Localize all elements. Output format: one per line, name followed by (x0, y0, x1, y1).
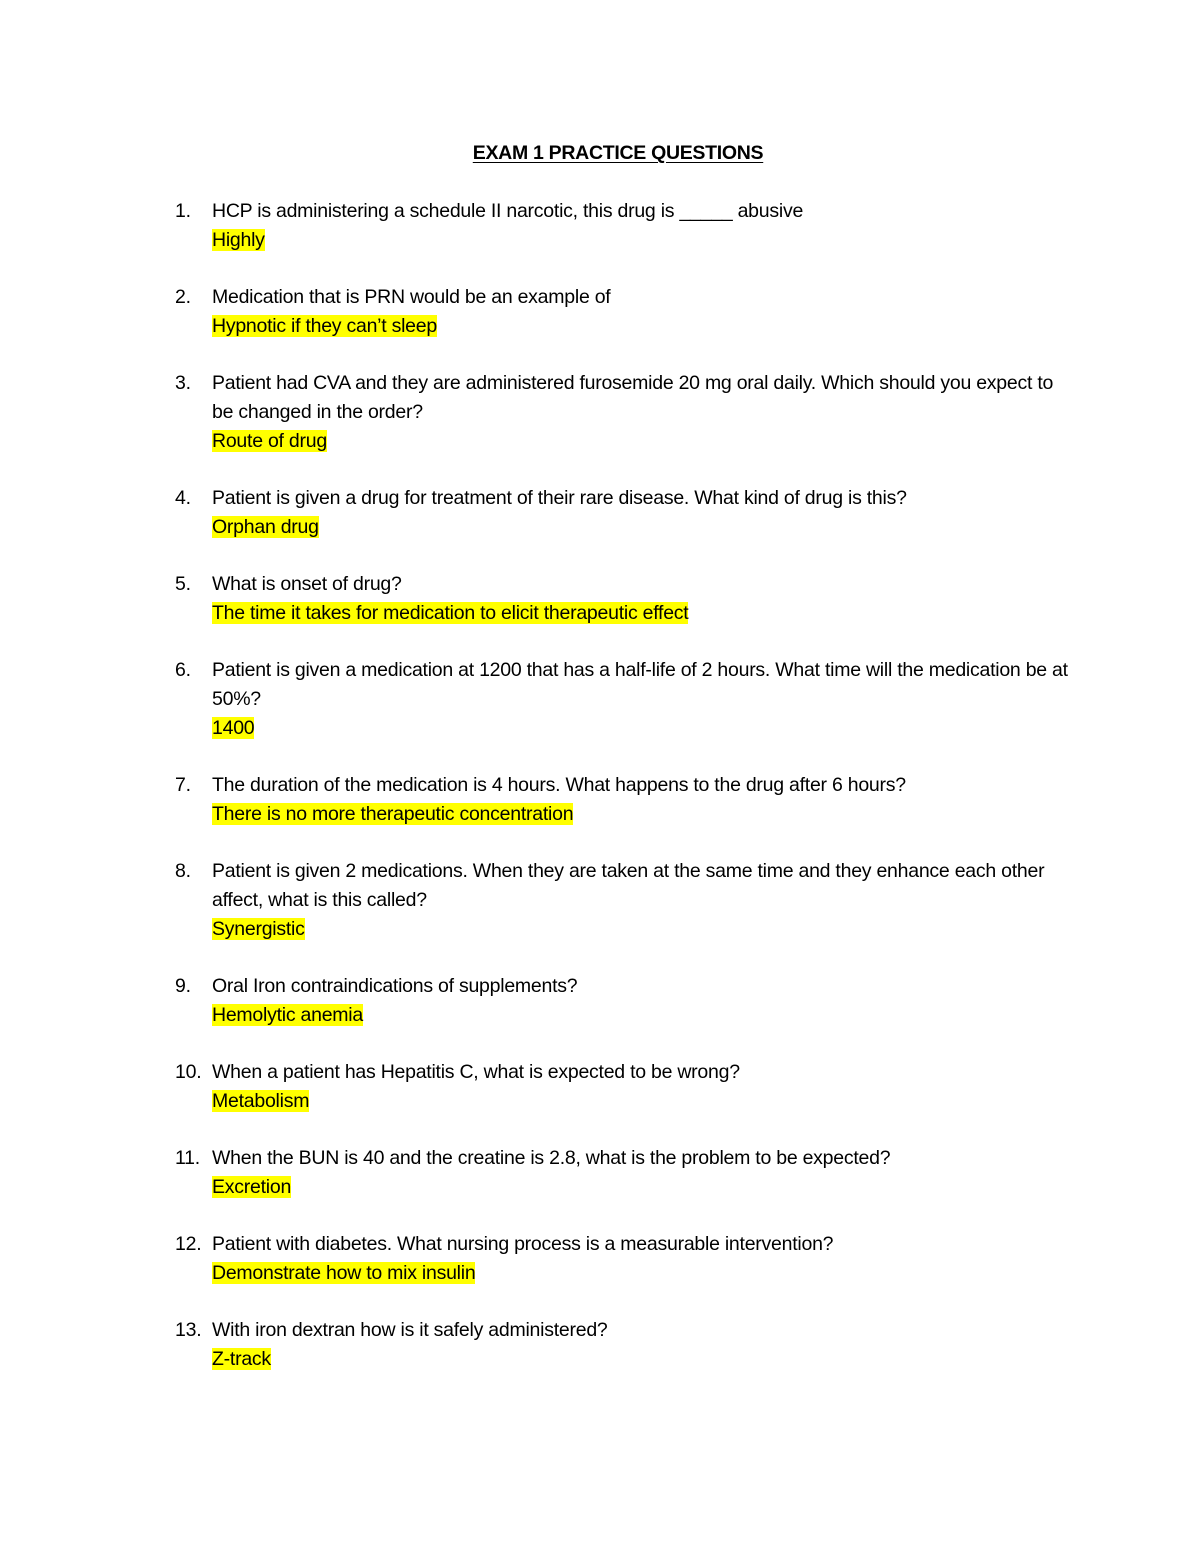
question-number: 10. (175, 1061, 202, 1083)
question-text: The duration of the medication is 4 hours. What happens to the drug after 6 hours? (212, 774, 906, 796)
question-text: Patient is given a drug for treatment of their rare disease. What kind of drug is this? (212, 487, 907, 509)
question-number: 1. (175, 200, 191, 222)
question-item (170, 570, 1070, 628)
question-number: 9. (175, 975, 191, 997)
answer-highlight: Excretion (212, 1176, 292, 1198)
question-text: Patient is given 2 medications. When they are taken at the same time and they enhance each other affect, what is this called? (212, 860, 1045, 911)
question-item (170, 656, 1070, 743)
question-number: 12. (175, 1233, 202, 1255)
question-text: Patient is given a medication at 1200 that has a half-life of 2 hours. What time will the medication be at 50%? (212, 659, 1068, 710)
question-text: When a patient has Hepatitis C, what is expected to be wrong? (212, 1061, 740, 1083)
answer-highlight: Hemolytic anemia (212, 1004, 363, 1026)
page-title: EXAM 1 PRACTICE QUESTIONS (472, 142, 764, 164)
question-number: 7. (175, 774, 191, 796)
question-number: 5. (175, 573, 191, 595)
question-item (170, 1058, 1070, 1116)
question-item (170, 484, 1070, 542)
question-text: With iron dextran how is it safely administered? (212, 1319, 608, 1341)
answer-highlight: Route of drug (212, 430, 327, 452)
question-text: Medication that is PRN would be an example of (212, 286, 611, 308)
answer-highlight: Highly (212, 229, 265, 251)
answer-highlight: Hypnotic if they can’t sleep (212, 315, 437, 337)
answer-highlight: Synergistic (212, 918, 305, 940)
question-number: 2. (175, 286, 191, 308)
question-number: 4. (175, 487, 191, 509)
answer-highlight: Metabolism (212, 1090, 310, 1112)
question-item (170, 369, 1070, 456)
question-number: 3. (175, 372, 191, 394)
question-item (170, 1316, 1070, 1374)
question-text: When the BUN is 40 and the creatine is 2.8, what is the problem to be expected? (212, 1147, 891, 1169)
question-item (170, 1144, 1070, 1202)
question-list (170, 197, 1070, 1402)
answer-highlight: Orphan drug (212, 516, 319, 538)
question-text: Patient with diabetes. What nursing process is a measurable intervention? (212, 1233, 834, 1255)
question-text: What is onset of drug? (212, 573, 402, 595)
question-text: Patient had CVA and they are administered furosemide 20 mg oral daily. Which should you expect to be changed in the order? (212, 372, 1054, 423)
question-item (170, 972, 1070, 1030)
question-number: 8. (175, 860, 191, 882)
question-text: HCP is administering a schedule II narcotic, this drug is _____ abusive (212, 200, 804, 222)
question-item (170, 283, 1070, 341)
question-number: 13. (175, 1319, 202, 1341)
answer-highlight: The time it takes for medication to elicit therapeutic effect (212, 602, 689, 624)
question-item (170, 197, 1070, 255)
answer-highlight: There is no more therapeutic concentration (212, 803, 574, 825)
question-number: 6. (175, 659, 191, 681)
question-item (170, 857, 1070, 944)
question-number: 11. (175, 1147, 200, 1169)
answer-highlight: Demonstrate how to mix insulin (212, 1262, 476, 1284)
question-item (170, 771, 1070, 829)
answer-highlight: 1400 (212, 717, 255, 739)
question-text: Oral Iron contraindications of supplements? (212, 975, 578, 997)
question-item (170, 1230, 1070, 1288)
answer-highlight: Z-track (212, 1348, 271, 1370)
